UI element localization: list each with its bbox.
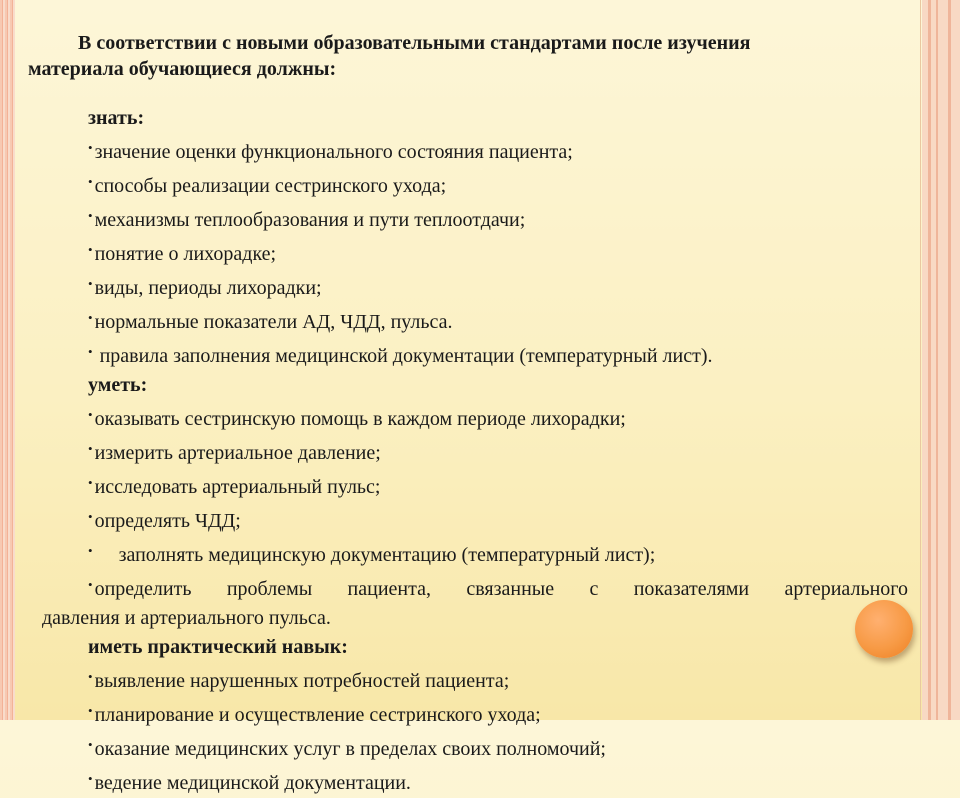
- list-item-wrapped: [42, 570, 908, 633]
- list-item: • заполнять медицинскую документацию (температурный лист);: [88, 543, 656, 566]
- bullet-icon: •: [88, 276, 93, 291]
- right-decorative-band: [922, 0, 960, 720]
- bullet-icon: •: [88, 771, 93, 786]
- list-item: • правила заполнения медицинской документации (температурный лист).: [88, 344, 713, 367]
- list-item: • виды, периоды лихорадки;: [88, 276, 322, 299]
- bullet-icon: •: [88, 310, 93, 325]
- bullet-icon: •: [88, 703, 93, 718]
- slide-heading: [28, 30, 908, 82]
- bullet-icon: •: [88, 475, 93, 490]
- bullet-icon: •: [88, 441, 93, 456]
- band-line: [936, 0, 938, 720]
- section-title-can: уметь:: [88, 374, 148, 396]
- bullet-icon: •: [88, 208, 93, 223]
- list-item: • измерить артериальное давление;: [88, 441, 381, 464]
- list-item: • оказание медицинских услуг в пределах своих полномочий;: [88, 737, 606, 760]
- list-item: • нормальные показатели АД, ЧДД, пульса.: [88, 310, 453, 333]
- list-item: • ведение медицинской документации.: [88, 771, 411, 794]
- bullet-icon: •: [88, 140, 93, 155]
- list-item: • определять ЧДД;: [88, 509, 241, 532]
- list-item: • значение оценки функционального состояния пациента;: [88, 140, 573, 163]
- wrapped-line-1: • определить проблемы пациента, связанные с показателями артериального: [88, 577, 908, 600]
- list-item: • механизмы теплообразования и пути теплоотдачи;: [88, 208, 526, 231]
- bullet-icon: •: [88, 509, 93, 524]
- section-title-skill: иметь практический навык:: [88, 636, 348, 658]
- list-item: • способы реализации сестринского ухода;: [88, 174, 447, 197]
- bullet-icon: •: [88, 577, 93, 592]
- section-title-know: знать:: [88, 107, 145, 129]
- bullet-icon: •: [88, 669, 93, 684]
- list-item: • оказывать сестринскую помощь в каждом периоде лихорадки;: [88, 407, 626, 430]
- heading-line-2: материала обучающиеся должны:: [28, 58, 337, 80]
- bullet-icon: •: [88, 344, 93, 359]
- heading-line-1: В соответствии с новыми образовательными стандартами после изучения: [78, 32, 751, 54]
- bullet-icon: •: [88, 242, 93, 257]
- band-line: [948, 0, 951, 720]
- bullet-icon: •: [88, 407, 93, 422]
- bullet-icon: •: [88, 174, 93, 189]
- list-item: • планирование и осуществление сестринского ухода;: [88, 703, 541, 726]
- list-item: • понятие о лихорадке;: [88, 242, 277, 265]
- bullet-icon: •: [88, 543, 93, 558]
- list-item: • исследовать артериальный пульс;: [88, 475, 381, 498]
- wrapped-line-2: давления и артериального пульса.: [42, 607, 331, 629]
- band-line: [928, 0, 931, 720]
- orange-circle-decoration: [855, 600, 913, 658]
- bullet-icon: •: [88, 737, 93, 752]
- left-decorative-stripe: [0, 0, 15, 720]
- list-item: • выявление нарушенных потребностей пациента;: [88, 669, 510, 692]
- slide-content: [42, 104, 908, 798]
